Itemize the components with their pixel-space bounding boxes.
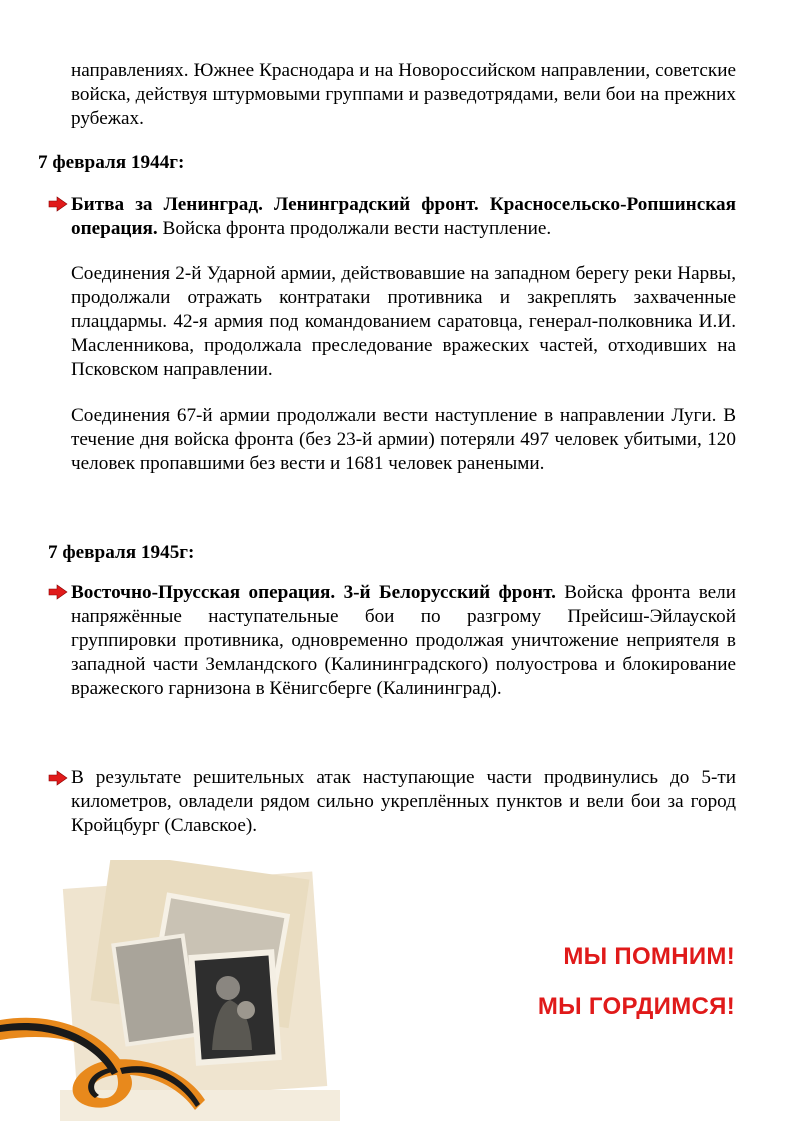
leningrad-operation-text: Войска фронта продолжали вести наступление. bbox=[157, 218, 552, 239]
paragraph-kreuzburg: В результате решительных атак наступающие части продвинулись до 5-ти километров, овладели рядом сильно укреплённых пунктов и вели бои за город Кройцбург (Славское). bbox=[71, 767, 736, 836]
leningrad-operation-title: Битва за Ленинград. Ленинградский фронт. Красносельско-Ропшинская операция. bbox=[71, 194, 736, 239]
red-arrow-bullet-icon bbox=[48, 770, 68, 786]
photo-figure-head bbox=[216, 976, 240, 1000]
war-memory-collage-image bbox=[0, 860, 340, 1121]
paragraph-intro: направлениях. Южнее Краснодара и на Новороссийском направлении, советские войска, действуя штурмовыми группами и разведотрядами, вели бои на прежних рубежах. bbox=[71, 60, 736, 129]
paragraph-east-prussia bbox=[71, 581, 736, 701]
paragraph-leningrad bbox=[71, 193, 736, 241]
east-prussia-operation-text: Войска фронта вели напряжённые наступательные бои по разгрому Прейсиш-Эйлауской группировки противника, одновременно продолжая уничтожение неприятеля в западной части Земландского (Калининградского) полуострова и блокирование вражеского гарнизона в Кёнигсберге (Калининград). bbox=[71, 582, 737, 699]
paragraph-67th-army: Соединения 67-й армии продолжали вести наступление в направлении Луги. В течение дня войска фронта (без 23-й армии) потеряли 497 человек убитыми, 120 человек пропавшими без вести и 1681 человек ранеными. bbox=[71, 405, 736, 474]
red-arrow-bullet-icon bbox=[48, 584, 68, 600]
slogan-we-are-proud: МЫ ГОРДИМСЯ! bbox=[537, 993, 735, 1020]
date-heading-1945: 7 февраля 1945г: bbox=[48, 542, 195, 563]
red-arrow-bullet-icon bbox=[48, 196, 68, 212]
date-heading-1944: 7 февраля 1944г: bbox=[38, 152, 185, 173]
faded-photo-left bbox=[113, 936, 196, 1045]
slogan-we-remember: МЫ ПОМНИМ! bbox=[563, 943, 735, 970]
paragraph-2nd-army: Соединения 2-й Ударной армии, действовавшие на западном берегу реки Нарвы, продолжали отражать контратаки противника и закреплять захваченные плацдармы. 42-я армия под командованием саратовца, генерал-полковника И.И. Масленникова, продолжала преследование вражеских частей, отходивших на Псковском направлении. bbox=[71, 263, 736, 380]
east-prussia-operation-title: Восточно-Прусская операция. 3-й Белорусский фронт. bbox=[71, 582, 556, 603]
